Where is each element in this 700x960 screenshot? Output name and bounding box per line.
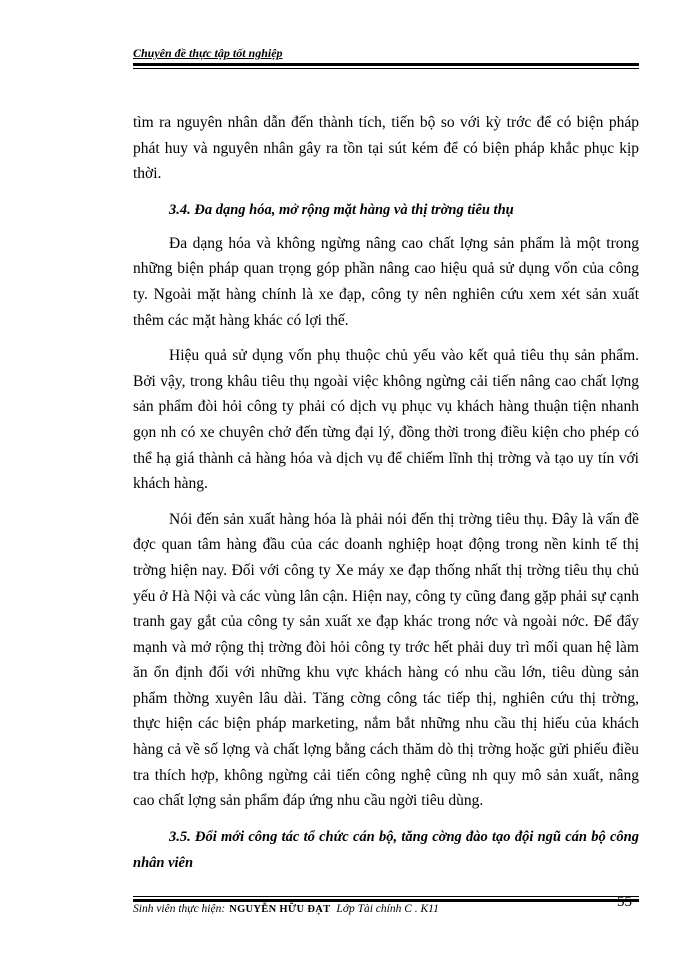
footer-credit — [133, 903, 439, 915]
student-label: Sinh viên thực hiện: — [133, 903, 226, 915]
section-heading-3-5: 3.5. Đổi mới công tác tổ chức cán bộ, tăng cờng đào tạo đội ngũ cán bộ công nhân viên — [133, 828, 639, 871]
footer-rule-thick — [133, 899, 639, 902]
paragraph: Hiệu quả sử dụng vốn phụ thuộc chủ yếu vào kết quả tiêu thụ sản phẩm. Bởi vậy, trong khâu tiêu thụ ngoài việc không ngừng cải tiến nâng cao chất lợng sản phẩm đòi hỏi công ty phải có dịch vụ phục vụ khách hàng thuận tiện nhanh gọn nh có xe chuyên chở đến từng đại lý, đồng thời trong điều kiện cho phép có thể hạ giá thành cả hàng hóa và dịch vụ để chiếm lĩnh thị trờng và tạo uy tín với khách hàng. — [133, 347, 639, 493]
page-body — [133, 110, 639, 884]
paragraph: Đa dạng hóa và không ngừng nâng cao chất lợng sản phẩm là một trong những biện pháp quan trọng góp phần nâng cao hiệu quả sử dụng vốn của công ty. Ngoài mặt hàng chính là xe đạp, công ty nên nghiên cứu xem xét sản xuất thêm các mặt hàng khác có lợi thế. — [133, 234, 639, 329]
class-label: Lớp Tài chính C . K11 — [336, 903, 439, 915]
page-number: 55 — [617, 894, 632, 910]
header-title: Chuyên đề thực tập tốt nghiệp — [133, 46, 283, 60]
section-heading-3-4: 3.4. Đa dạng hóa, mở rộng mặt hàng và thị trờng tiêu thụ — [169, 201, 514, 218]
header-rule-thick — [133, 63, 639, 66]
footer-rule-thin — [133, 896, 639, 897]
paragraph-continued: tìm ra nguyên nhân dẫn đến thành tích, tiến bộ so với kỳ trớc để có biện pháp phát huy và nguyên nhân gây ra tồn tại sút kém để có biện pháp khắc phục kịp thời. — [133, 114, 639, 183]
paragraph: Nói đến sản xuất hàng hóa là phải nói đến thị trờng tiêu thụ. Đây là vấn đề đợc quan tâm hàng đầu của các doanh nghiệp hoạt động trong nền kinh tế thị trờng hiện nay. Đối với công ty Xe máy xe đạp thống nhất thị trờng tiêu thụ chủ yếu ở Hà Nội và các vùng lân cận. Hiện nay, công ty cũng đang gặp phải sự cạnh tranh gay gắt của công ty sản xuất xe đạp khác trong nớc và ngoài nớc. Để đẩy mạnh và mở rộng thị trờng đòi hỏi công ty trớc hết phải duy trì mối quan hệ làm ăn ổn định đối với những khu vực khách hàng có nhu cầu lớn, tiêu dùng sản phẩm thờng xuyên lâu dài. Tăng cờng công tác tiếp thị, nghiên cứu thị trờng, thực hiện các biện pháp marketing, nắm bắt những nhu cầu thị hiếu của khách hàng cả về số lợng và chất lợng bằng cách thăm dò thị trờng hoặc gửi phiếu điều tra thích hợp, không ngừng cải tiến công nghệ cũng nh quy mô sản xuất, nâng cao chất lợng sản phẩm đáp ứng nhu cầu ngời tiêu dùng. — [133, 510, 639, 810]
header-rule-thin — [133, 68, 639, 69]
student-name: NGUYỄN HỮU ĐẠT — [229, 904, 331, 915]
